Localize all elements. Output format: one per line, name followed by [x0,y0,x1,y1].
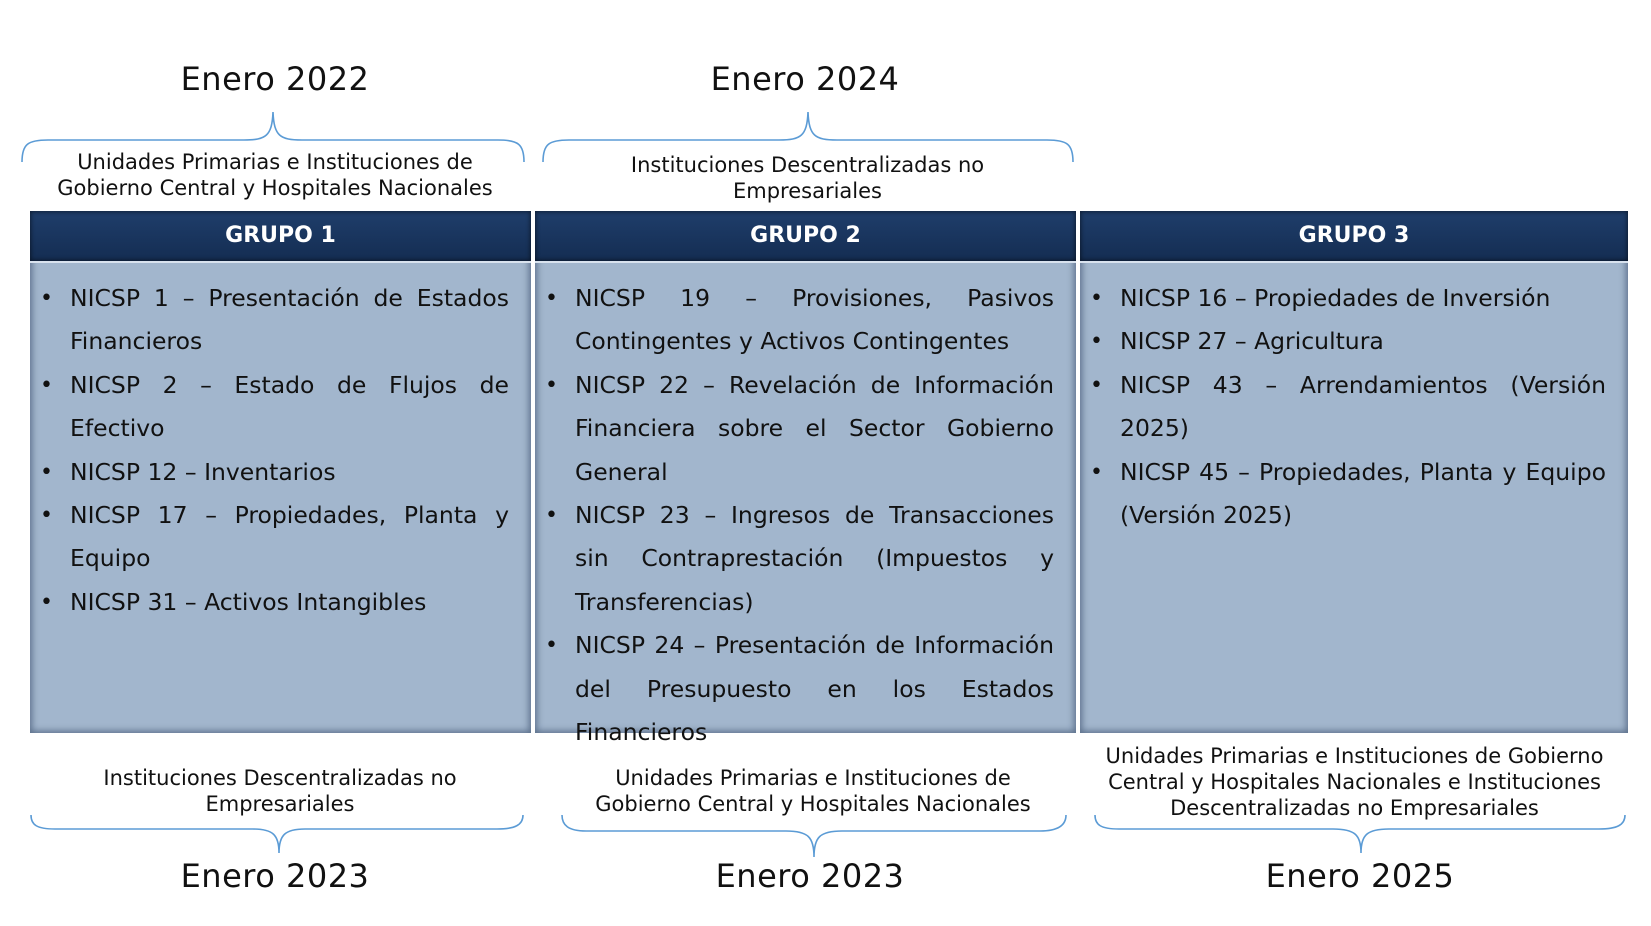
list-item: • NICSP 27 – Agricultura [1080,320,1606,363]
top-date-group-2: Enero 2024 [710,60,900,98]
bottom-brace-group-3 [1093,813,1627,855]
list-item: • NICSP 17 – Propiedades, Planta y Equipo [30,494,509,581]
top-note-group-2: Instituciones Descentralizadas no Empresariales [630,153,985,203]
group-3-panel [1080,211,1628,733]
list-item: • NICSP 22 – Revelación de Información Financiera sobre el Sector Gobierno General [535,364,1054,494]
list-item: • NICSP 19 – Provisiones, Pasivos Contingentes y Activos Contingentes [535,277,1054,364]
list-item: • NICSP 31 – Activos Intangibles [30,581,509,624]
bottom-date-group-2: Enero 2023 [715,857,905,895]
bottom-note-group-3: Unidades Primarias e Instituciones de Gobierno Central y Hospitales Nacionales e Instituciones Descentralizadas no Empresariales [1105,744,1604,820]
top-note-group-1: Unidades Primarias e Instituciones de Gobierno Central y Hospitales Nacionales [57,150,493,200]
list-item: • NICSP 2 – Estado de Flujos de Efectivo [30,364,509,451]
list-item: • NICSP 1 – Presentación de Estados Financieros [30,277,509,364]
group-2-list [535,263,1076,754]
bottom-note-group-1: Instituciones Descentralizadas no Empresariales [103,766,457,816]
bottom-brace-group-2 [560,813,1068,859]
group-3-header: GRUPO 3 [1080,211,1628,263]
list-item: • NICSP 43 – Arrendamientos (Versión 2025) [1080,364,1606,451]
group-2-header: GRUPO 2 [535,211,1076,263]
bottom-brace-group-1 [29,813,525,855]
group-3-list [1080,263,1628,537]
top-date-group-1: Enero 2022 [180,60,370,98]
list-item: • NICSP 45 – Propiedades, Planta y Equipo (Versión 2025) [1080,451,1606,538]
list-item: • NICSP 12 – Inventarios [30,451,509,494]
group-1-header: GRUPO 1 [30,211,531,263]
bottom-date-group-1: Enero 2023 [180,857,370,895]
bottom-date-group-3: Enero 2025 [1265,857,1455,895]
group-1-panel [30,211,531,733]
list-item: • NICSP 16 – Propiedades de Inversión [1080,277,1606,320]
list-item: • NICSP 23 – Ingresos de Transacciones sin Contraprestación (Impuestos y Transferencias) [535,494,1054,624]
list-item: • NICSP 24 – Presentación de Información del Presupuesto en los Estados Financieros [535,624,1054,754]
group-2-panel [535,211,1076,747]
group-1-list [30,263,531,624]
bottom-note-group-2: Unidades Primarias e Instituciones de Gobierno Central y Hospitales Nacionales [595,766,1031,816]
